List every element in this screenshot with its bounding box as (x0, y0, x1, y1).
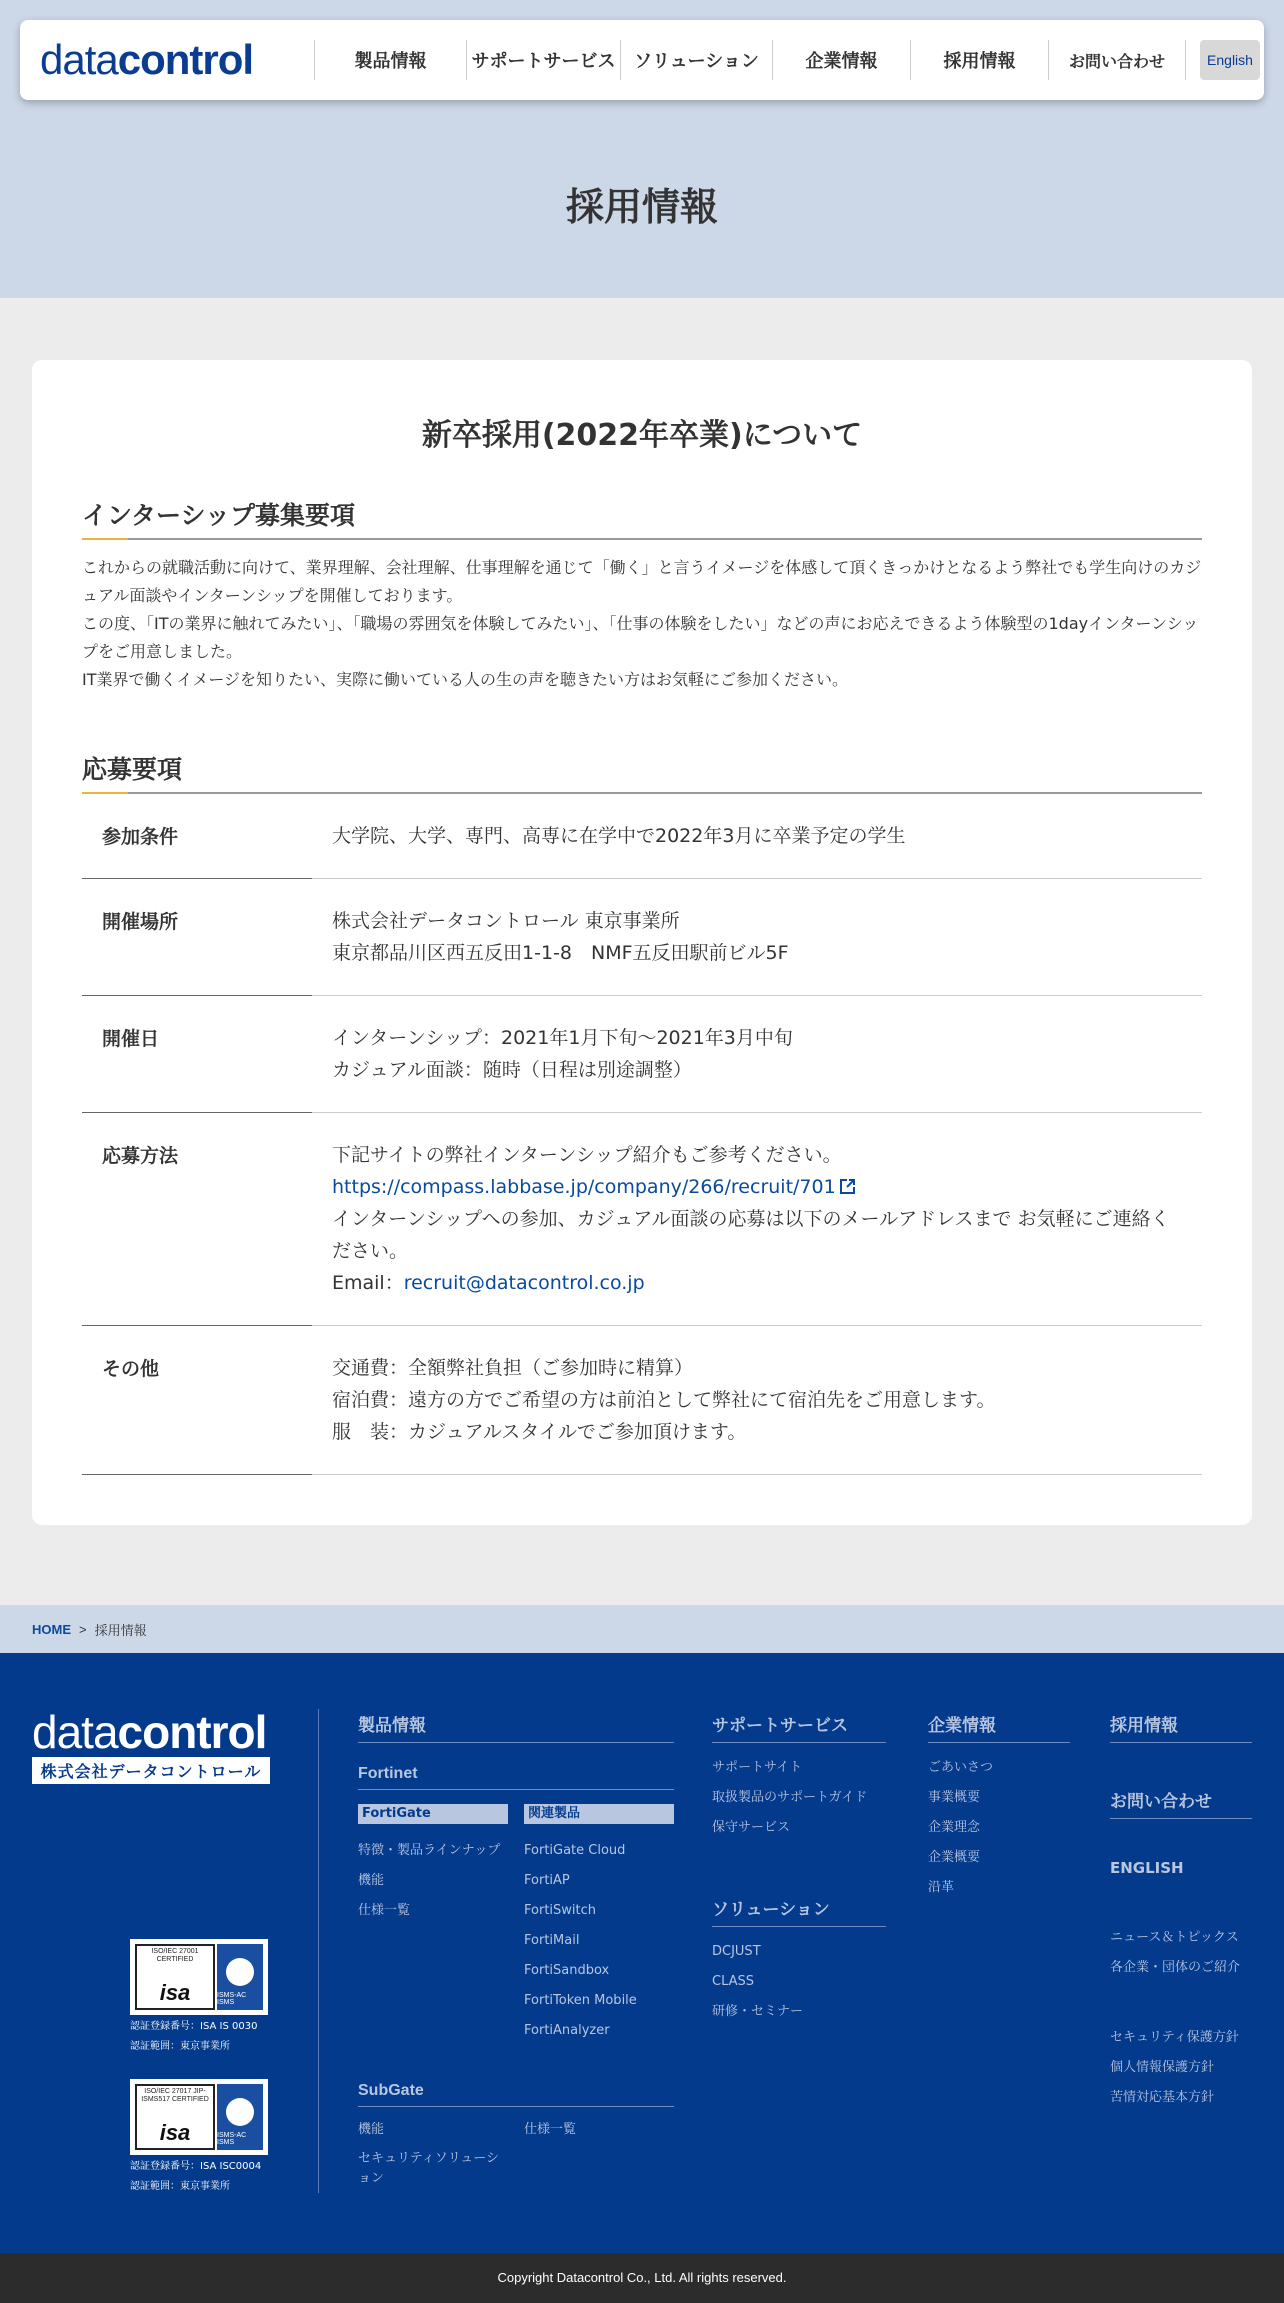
footer-company-name: 株式会社データコントロール (32, 1757, 270, 1784)
cert-label: ISO/IEC 27001 CERTIFIED (151, 1948, 199, 1963)
value-line: 東京都品川区西五反田1-1-8 NMF五反田駅前ビル5F (332, 942, 789, 964)
footer (0, 1653, 1284, 2253)
cert-block (130, 2079, 268, 2195)
footer-link[interactable]: CLASS (712, 1974, 755, 1989)
row-value (312, 1326, 1202, 1475)
footer-heading-contact[interactable]: お問い合わせ (1110, 1787, 1252, 1819)
footer-link[interactable]: ニュース＆トピックス (1110, 1930, 1239, 1945)
footer-link[interactable]: 研修・セミナー (712, 2004, 804, 2019)
footer-link[interactable]: 苦情対応基本方針 (1110, 2090, 1215, 2105)
footer-link[interactable]: 事業概要 (928, 1790, 981, 1805)
nav-contact[interactable]: お問い合わせ (1048, 40, 1186, 80)
breadcrumb-current: 採用情報 (94, 1622, 147, 1638)
isms-circle-icon (226, 1958, 254, 1986)
cert-caption: 認証登録番号：ISA ISC0004 (130, 2161, 262, 2172)
hero (0, 0, 1284, 298)
breadcrumb-separator: > (79, 1621, 87, 1637)
footer-link[interactable]: 各企業・団体のご紹介 (1110, 1960, 1241, 1975)
isms-label: ISMS-AC ISMS (217, 2132, 247, 2146)
row-value (312, 1113, 1202, 1326)
news-links (1110, 1923, 1252, 1983)
cert-label: ISO/IEC 27017 JIP-ISMS517 CERTIFIED (141, 2088, 209, 2103)
requirements-table (82, 794, 1202, 1475)
value-line: 宿泊費：遠方の方でご希望の方は前泊として弊社にて宿泊先をご用意します。 (332, 1389, 996, 1411)
row-label: 参加条件 (82, 794, 312, 879)
logo-text-control: control (117, 36, 254, 83)
isms-cloud-cert-badge (130, 2079, 268, 2155)
isms-ac-logo (217, 1944, 263, 2010)
external-link-icon (840, 1178, 856, 1194)
email-line (332, 1267, 1182, 1299)
intro-paragraph: この度、「ITの業界に触れてみたい」、「職場の雰囲気を体験してみたい」、「仕事の体験をしたい」などの声にお応えできるよう体験型の1dayインターンシップをご用意しました。 (82, 614, 1199, 661)
footer-link[interactable]: FortiGate Cloud (524, 1843, 626, 1858)
value-line: インターンシップ：2021年1月下旬～2021年3月中旬 (332, 1027, 793, 1049)
page-title: 採用情報 (565, 185, 718, 229)
card-title: 新卒採用(2022年卒業)について (421, 418, 863, 453)
recruit-site-link[interactable]: https://compass.labbase.jp/company/266/recruit/701 (332, 1176, 836, 1198)
footer-link[interactable]: 機能 (358, 2122, 385, 2137)
footer-fortinet-columns (358, 1804, 674, 2046)
footer-link[interactable]: FortiAP (524, 1873, 570, 1888)
footer-link[interactable]: FortiSwitch (524, 1903, 597, 1918)
footer-link[interactable]: ごあいさつ (928, 1760, 994, 1775)
footer-link[interactable]: 特徴・製品ラインナップ (358, 1843, 501, 1858)
intro-paragraph: これからの就職活動に向けて、業界理解、会社理解、仕事理解を通じて「働く」と言うイメージを体感して頂くきっかけとなるよう弊社でも学生向けのカジュアル面談やインターンシップを開催しております。 (82, 558, 1202, 605)
isa-logo (135, 2084, 215, 2150)
breadcrumb-home[interactable]: HOME (32, 1621, 71, 1637)
isms-ac-logo (217, 2084, 263, 2150)
footer-link[interactable]: セキュリティソリューション (358, 2151, 500, 2186)
footer-link[interactable]: 仕様一覧 (358, 1903, 411, 1918)
footer-heading-recruit[interactable]: 採用情報 (1110, 1711, 1252, 1743)
isms-cert-badge (130, 1939, 268, 2015)
subgate-right (524, 2115, 674, 2189)
value-line: 服 装：カジュアルスタイルでご参加頂けます。 (332, 1421, 747, 1443)
section-heading-application: 応募要項 (82, 750, 1202, 794)
english-button[interactable]: English (1200, 40, 1260, 80)
related-products-tag: 関連製品 (524, 1804, 674, 1824)
table-row (82, 1326, 1202, 1475)
footer-link[interactable]: 企業概要 (928, 1850, 981, 1865)
row-value (312, 996, 1202, 1113)
logo-text-data: data (40, 36, 118, 83)
footer-logo[interactable] (32, 1706, 270, 1784)
cert-caption: 認証範囲：東京事業所 (130, 2181, 230, 2192)
fortigate-links (358, 1836, 508, 1926)
footer-heading-support[interactable]: サポートサービス (712, 1711, 886, 1743)
table-row (82, 1113, 1202, 1326)
external-link-line (332, 1171, 1182, 1203)
value-line: 下記サイトの弊社インターンシップ紹介もご参考ください。 (332, 1144, 842, 1166)
row-label: その他 (82, 1326, 312, 1475)
row-value (312, 879, 1202, 996)
footer-link[interactable]: 沿革 (928, 1880, 955, 1895)
footer-subgate: SubGate (358, 2082, 674, 2107)
footer-link[interactable]: DCJUST (712, 1944, 761, 1959)
company-links (928, 1753, 1070, 1903)
solution-links (712, 1937, 886, 2027)
footer-link[interactable]: FortiAnalyzer (524, 2023, 610, 2038)
subgate-left (358, 2115, 508, 2189)
footer-link[interactable]: 企業理念 (928, 1820, 981, 1835)
table-row (82, 996, 1202, 1113)
fortigate-tag: FortiGate (358, 1804, 508, 1824)
table-row (82, 879, 1202, 996)
nav-solution[interactable]: ソリューション (620, 40, 772, 80)
nav-products[interactable]: 製品情報 (314, 40, 466, 80)
footer-english-link[interactable]: ENGLISH (1110, 1859, 1184, 1877)
footer-link[interactable]: 取扱製品のサポートガイド (712, 1790, 868, 1805)
value-line: 大学院、大学、専門、高専に在学中で2022年3月に卒業予定の学生 (332, 825, 906, 847)
footer-heading-company[interactable]: 企業情報 (928, 1711, 1070, 1743)
isms-circle-icon (226, 2098, 254, 2126)
intro-paragraph: IT業界で働くイメージを知りたい、実際に働いている人の生の声を聴きたい方はお気軽にご参加ください。 (82, 670, 849, 689)
footer-support (712, 1711, 886, 2027)
row-label: 開催場所 (82, 879, 312, 996)
site-logo[interactable] (40, 36, 290, 84)
footer-logo-thin: data (32, 1706, 118, 1758)
main-content (0, 298, 1284, 1605)
footer-link[interactable]: セキュリティ保護方針 (1110, 2030, 1239, 2045)
footer-link[interactable]: 仕様一覧 (524, 2122, 577, 2137)
cert-caption: 認証範囲：東京事業所 (130, 2041, 230, 2052)
isa-mark: isa (159, 1980, 191, 2005)
content-card (32, 360, 1252, 1525)
footer-recruit (1110, 1711, 1252, 2113)
footer-related-col (524, 1804, 674, 2046)
related-links (524, 1836, 674, 2046)
policy-links (1110, 2023, 1252, 2113)
cert-caption: 認証登録番号：ISA IS 0030 (130, 2021, 258, 2032)
footer-link[interactable]: FortiSandbox (524, 1963, 610, 1978)
footer-company (928, 1711, 1070, 1903)
isa-mark: isa (159, 2120, 191, 2145)
footer-link[interactable]: 機能 (358, 1873, 385, 1888)
global-nav (314, 40, 1186, 80)
footer-logo-bold: control (117, 1706, 267, 1758)
row-value (312, 794, 1202, 879)
email-label: Email： (332, 1272, 404, 1294)
value-line: 株式会社データコントロール 東京事業所 (332, 910, 680, 932)
footer-link[interactable]: 保守サービス (712, 1820, 791, 1835)
section-heading-internship: インターシップ募集要項 (82, 496, 1202, 540)
footer-fortigate-col (358, 1804, 508, 2046)
value-line: カジュアル面談：随時（日程は別途調整） (332, 1059, 692, 1081)
row-label: 応募方法 (82, 1113, 312, 1326)
nav-company[interactable]: 企業情報 (772, 40, 910, 80)
breadcrumb (0, 1605, 1284, 1653)
footer-link[interactable]: FortiToken Mobile (524, 1993, 637, 2008)
footer-link[interactable]: FortiMail (524, 1933, 580, 1948)
row-label: 開催日 (82, 996, 312, 1113)
footer-products (358, 1711, 674, 2189)
footer-fortinet: Fortinet (358, 1765, 674, 1790)
isms-label: ISMS-AC ISMS (217, 1992, 247, 2006)
footer-link[interactable]: 個人情報保護方針 (1110, 2060, 1215, 2075)
value-line: インターンシップへの参加、カジュアル面談の応募は以下のメールアドレスまで お気軽にご連絡ください。 (332, 1208, 1170, 1262)
footer-subgate-columns (358, 2115, 674, 2189)
nav-support[interactable]: サポートサービス (466, 40, 620, 80)
copyright: Copyright Datacontrol Co., Ltd. All rights reserved. (0, 2253, 1284, 2303)
intro-text (82, 554, 1202, 694)
navbar (20, 20, 1264, 100)
footer-wordmark (32, 1706, 270, 1758)
footer-link[interactable]: サポートサイト (712, 1760, 803, 1775)
nav-recruit[interactable]: 採用情報 (910, 40, 1048, 80)
support-links (712, 1753, 886, 1843)
cert-block (130, 1939, 268, 2055)
isa-logo (135, 1944, 215, 2010)
footer-heading-products[interactable]: 製品情報 (358, 1711, 674, 1743)
value-line: 交通費：全額弊社負担（ご参加時に精算） (332, 1357, 694, 1379)
footer-heading-solution[interactable]: ソリューション (712, 1895, 886, 1927)
table-row (82, 794, 1202, 879)
footer-divider (318, 1709, 319, 2193)
email-link[interactable]: recruit@datacontrol.co.jp (403, 1272, 645, 1294)
